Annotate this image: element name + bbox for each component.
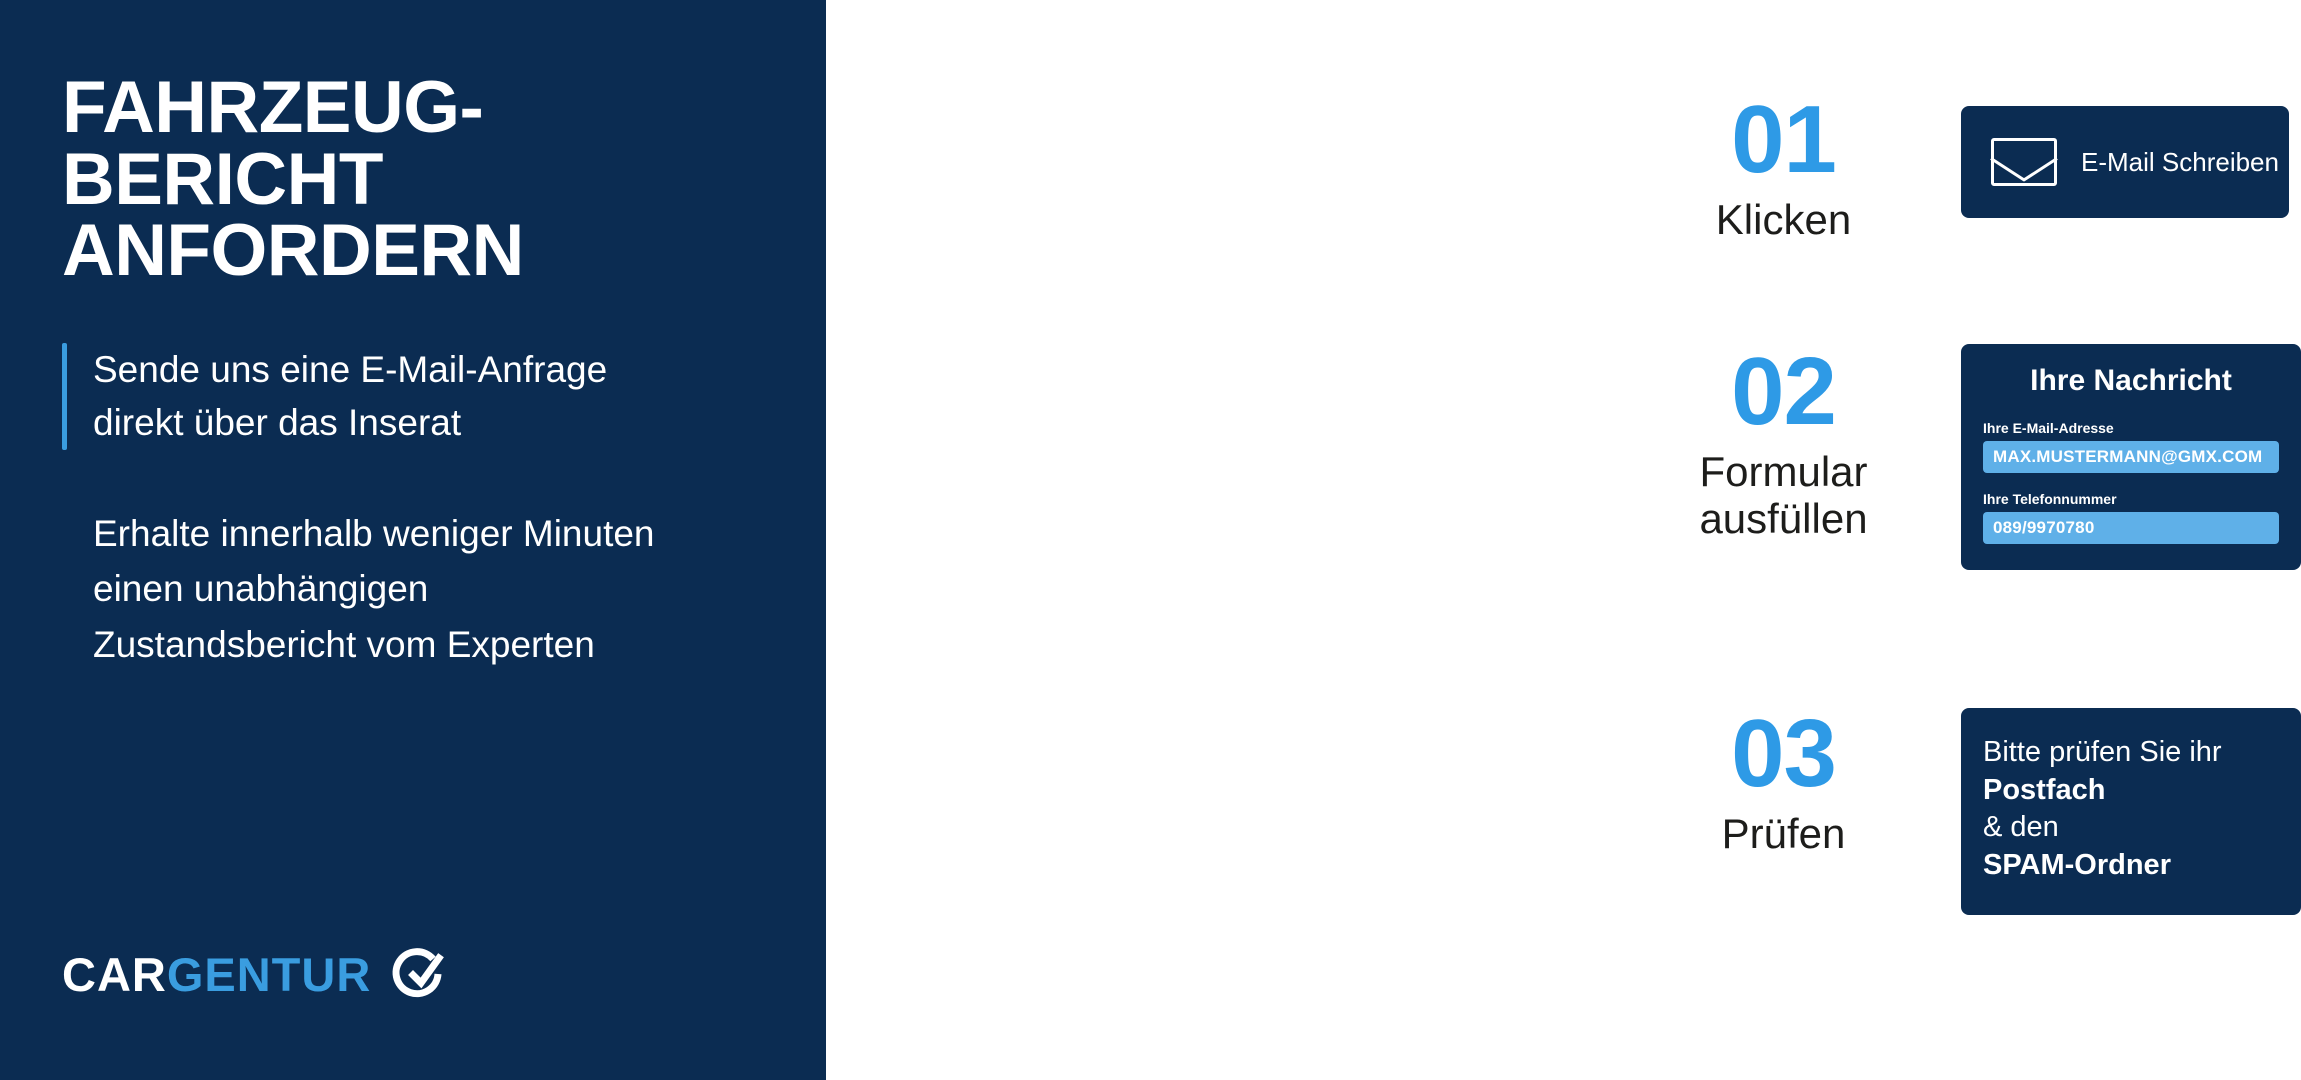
step-02-number-column — [1676, 330, 1891, 542]
check-inbox-card — [1961, 708, 2301, 915]
check-line-2-bold: Postfach — [1983, 773, 2106, 806]
email-schreiben-button[interactable] — [1961, 106, 2289, 218]
step-03-number-column — [1676, 690, 1891, 857]
check-line-2-rest: & den — [1983, 811, 2059, 844]
step-01 — [1676, 80, 2289, 243]
check-line-1: Bitte prüfen Sie ihr — [1983, 736, 2222, 768]
step-02-label-line-1: Formular — [1699, 448, 1868, 495]
check-line-3-bold: SPAM-Ordner — [1983, 849, 2171, 882]
quote-accent-bar — [62, 343, 67, 450]
step-02-label — [1676, 448, 1891, 542]
body-line-1: Erhalte innerhalb weniger Minuten — [93, 512, 655, 554]
email-field-label: Ihre E-Mail-Adresse — [1983, 420, 2114, 436]
step-03-label-line-1: Prüfen — [1721, 810, 1846, 857]
headline-line-1: FAHRZEUG- — [62, 67, 484, 148]
body-line-2: einen unabhängigen — [93, 568, 429, 610]
left-panel — [0, 0, 826, 1080]
step-03 — [1676, 690, 2301, 915]
logo-text-car: CAR — [62, 947, 167, 1001]
quote-text — [93, 343, 607, 450]
headline-line-2: BERICHT — [62, 138, 383, 220]
logo-text-gentur: GENTUR — [166, 947, 372, 1001]
logo — [62, 946, 445, 1002]
headline-line-3: ANFORDERN — [62, 210, 524, 292]
form-title: Ihre Nachricht — [2030, 364, 2232, 397]
step-02-label-line-2: ausfüllen — [1699, 495, 1868, 543]
phone-field[interactable]: 089/9970780 — [1983, 512, 2279, 544]
c-check-icon — [389, 946, 445, 1002]
email-button-label: E-Mail Schreiben — [2081, 146, 2279, 177]
body-text — [93, 506, 766, 673]
quote-line-1: Sende uns eine E-Mail-Anfrage — [93, 348, 608, 390]
right-panel — [826, 0, 2279, 1080]
step-01-label-line-1: Klicken — [1715, 196, 1852, 243]
step-03-label — [1676, 810, 1891, 857]
page-title — [62, 67, 766, 292]
step-02-number: 02 — [1731, 338, 1836, 445]
step-01-label — [1676, 196, 1891, 243]
step-02 — [1676, 330, 2301, 570]
check-line-3 — [1983, 847, 2301, 885]
quote-block — [62, 343, 766, 450]
message-form-card — [1961, 344, 2301, 570]
quote-line-2: direkt über das Inserat — [93, 402, 462, 444]
email-field[interactable]: MAX.MUSTERMANN@GMX.COM — [1983, 441, 2279, 473]
step-01-number-column — [1676, 80, 1891, 243]
envelope-icon — [1991, 138, 2057, 186]
step-03-number: 03 — [1731, 700, 1836, 807]
check-line-2 — [1983, 772, 2301, 847]
body-line-3: Zustandsbericht vom Experten — [93, 623, 595, 665]
step-01-number: 01 — [1731, 86, 1836, 193]
phone-field-label: Ihre Telefonnummer — [1983, 491, 2117, 507]
logo-wordmark — [62, 947, 371, 1002]
